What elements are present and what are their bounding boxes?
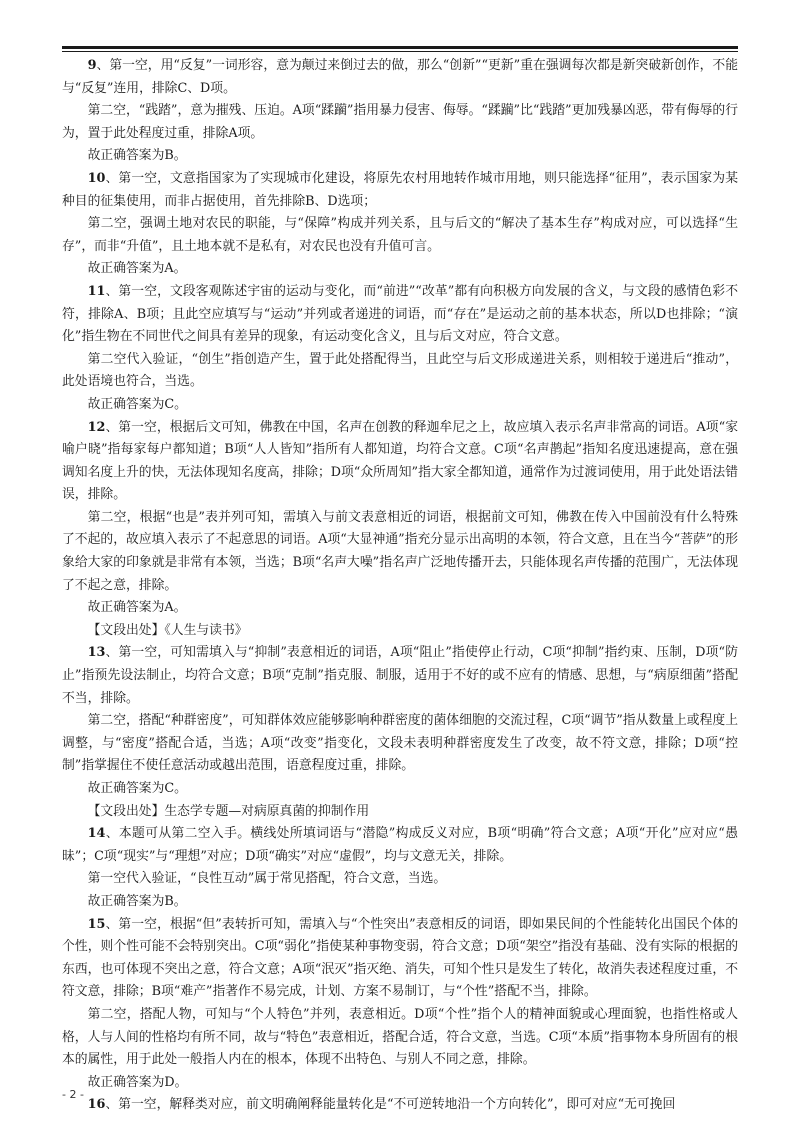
- paragraph: [62, 868, 738, 891]
- paragraph-text: 第一空代入验证，“良性互动”属于常见搭配，符合文意，当选。: [87, 871, 447, 887]
- paragraph-text: 、第一空，解释类对应，前文明确阐释能量转化是“不可逆转地沿一个方向转化”，即可对应“无可挽回: [105, 1097, 676, 1113]
- question-number: 11: [87, 283, 106, 299]
- paragraph-text: 故正确答案为D。: [87, 1074, 188, 1090]
- answer-line: [62, 778, 738, 801]
- paragraph-text: 故正确答案为A。: [87, 261, 187, 277]
- paragraph: [62, 823, 738, 868]
- paragraph: [62, 914, 738, 1004]
- source-note: [62, 801, 738, 824]
- paragraph: [62, 213, 738, 258]
- question-number: 16: [87, 1097, 106, 1113]
- paragraph-text: 第二空，强调土地对农民的职能，与“保障”构成并列关系，且与后文的“解决了基本生存”构成对应，可以选择“生存”，而非“升值”，且土地本就不是私有，对农民也没有升值可言。: [62, 216, 738, 254]
- answer-line: [62, 1072, 738, 1095]
- paragraph-text: 、第一空，文段客观陈述宇宙的运动与变化，而“前进”“改革”都有向积极方向发展的含义，与文段的感情色彩不符，排除A、B项；且此空应填写与“运动”并列或者递进的词语，而“存在”是运动之前的基本状态，所以D也排除；“演化”指生物在不同世代之间具有差异的现象，有运动变化含义，且与后文对应，符合文意。: [62, 283, 738, 345]
- answer-line: [62, 394, 738, 417]
- paragraph: [62, 417, 738, 507]
- paragraph-text: 故正确答案为C。: [87, 396, 187, 412]
- paragraph-text: 第二空，“践踏”，意为摧残、压迫。A项“蹂躏”指用暴力侵害、侮辱。“蹂躏”比“践踏”更加残暴凶恶，带有侮辱的行为，置于此处程度过重，排除A项。: [62, 103, 738, 141]
- paragraph: [62, 710, 738, 778]
- paragraph: [62, 507, 738, 597]
- paragraph-text: 故正确答案为A。: [87, 600, 187, 616]
- paragraph-text: 【文段出处】生态学专题—对病原真菌的抑制作用: [87, 803, 370, 819]
- paragraph: [62, 1094, 738, 1117]
- paragraph-text: 、第一空，用“反复”一词形容，意为颠过来倒过去的做，那么“创新”“更新”重在强调每次都是新突破新创作，不能与“反复”连用，排除C、D项。: [62, 58, 738, 96]
- question-number: 10: [87, 170, 106, 186]
- paragraph-text: 故正确答案为B。: [87, 893, 187, 909]
- paragraph-text: 故正确答案为B。: [87, 148, 187, 164]
- header-rule-thick: [62, 46, 738, 49]
- question-number: 13: [87, 645, 106, 661]
- page-number: - 2 -: [62, 1088, 84, 1101]
- answer-line: [62, 145, 738, 168]
- header-rule-thin: [62, 51, 738, 52]
- paragraph-text: 、本题可从第二空入手。横线处所填词语与“潜隐”构成反义对应，B项“明确”符合文意；A项“开化”应对应“愚昧”；C项“现实”与“理想”对应；D项“确实”对应“虚假”，均与文意无关，排除。: [62, 826, 738, 864]
- paragraph: [62, 168, 738, 213]
- paragraph-text: 、第一空，根据后文可知，佛教在中国，名声在创教的释迦牟尼之上，故应填入表示名声非常高的词语。A项“家喻户晓”指每家每户都知道；B项“人人皆知”指所有人都知道，均符合文意。C项“名声鹊起”指知名度迅速提高，意在强调知名度上升的快，无法体现知名度高，排除；D项“众所周知”指大家全都知道，通常作为过渡词使用，用于此处语法错误，排除。: [62, 419, 738, 503]
- question-number: 9: [87, 58, 97, 73]
- paragraph: [62, 100, 738, 145]
- source-note: [62, 620, 738, 643]
- paragraph-text: 、第一空，文意指国家为了实现城市化建设，将原先农村用地转作城市用地，则只能选择“征用”，表示国家为某种目的征集使用，而非占据使用，首先排除B、D选项；: [62, 170, 738, 209]
- paragraph: [62, 281, 738, 349]
- question-number: 14: [87, 826, 106, 842]
- paragraph-text: 【文段出处】《人生与读书》: [87, 622, 248, 638]
- question-number: 12: [87, 419, 106, 435]
- question-number: 15: [87, 916, 106, 932]
- answer-line: [62, 891, 738, 914]
- paragraph: [62, 1004, 738, 1072]
- paragraph-text: 故正确答案为C。: [87, 781, 187, 796]
- paragraph: [62, 642, 738, 710]
- paragraph-text: 第二空，搭配“种群密度”，可知群体效应能够影响种群密度的菌体细胞的交流过程，C项“调节”指从数量上或程度上调整，与“密度”搭配合适，当选；A项“改变”指变化，文段未表明种群密度发生了改变，故不符文意，排除；D项“控制”指掌握住不使任意活动或越出范围，语意程度过重，排除。: [62, 713, 738, 774]
- paragraph-text: 第二空代入验证，“创生”指创造产生，置于此处搭配得当，且此空与后文形成递进关系，则相较于递进后“推动”，此处语境也符合，当选。: [62, 351, 738, 390]
- paragraph: [62, 349, 738, 394]
- answer-line: [62, 597, 738, 620]
- paragraph-text: 、第一空，根据“但”表转折可知，需填入与“个性突出”表意相反的词语，即如果民间的个性能转化出国民个体的个性，则个性可能不会特别突出。C项“弱化”指使某种事物变弱，符合文意；D项“架空”指没有基础、没有实际的根据的东西，也可体现不突出之意，符合文意；A项“泯灭”指灭绝、消失，可知个性只是发生了转化，故消失表述程度过重，不符文意，排除；B项“难产”指著作不易完成，计划、方案不易制订，与“个性”搭配不当，排除。: [62, 916, 738, 1000]
- paragraph-text: 第二空，根据“也是”表并列可知，需填入与前文表意相近的词语，根据前文可知，佛教在传入中国前没有什么特殊了不起的，故应填入表示了不起意思的词语。A项“大显神通”指充分显示出高明的本领，符合文意，且在当今“菩萨”的形象给大家的印象就是非常有本领，当选；B项“名声大噪”指名声广泛地传播开去，只能体现名声传播的范围广，无法体现了不起之意，排除。: [62, 509, 738, 593]
- paragraph: [62, 55, 738, 100]
- paragraph-text: 、第一空，可知需填入与“抑制”表意相近的词语，A项“阻止”指使停止行动，C项“抑制”指约束、压制，D项“防止”指预先设法制止，均符合文意；B项“克制”指克服、制服，适用于不好的或不应有的情感、思想，与“病原细菌”搭配不当，排除。: [62, 645, 738, 706]
- answer-line: [62, 258, 738, 281]
- paragraph-text: 第二空，搭配人物，可知与“个人特色”并列，表意相近。D项“个性”指个人的精神面貌或心理面貌，也指性格或人格，人与人间的性格均有所不同，故与“特色”表意相近，搭配合适，符合文意，当选。C项“本质”指事物本身所固有的根本的属性，用于此处一般指人内在的根本，体现不出特色、与别人不同之意，排除。: [62, 1006, 738, 1068]
- answer-explanations: [62, 55, 738, 1117]
